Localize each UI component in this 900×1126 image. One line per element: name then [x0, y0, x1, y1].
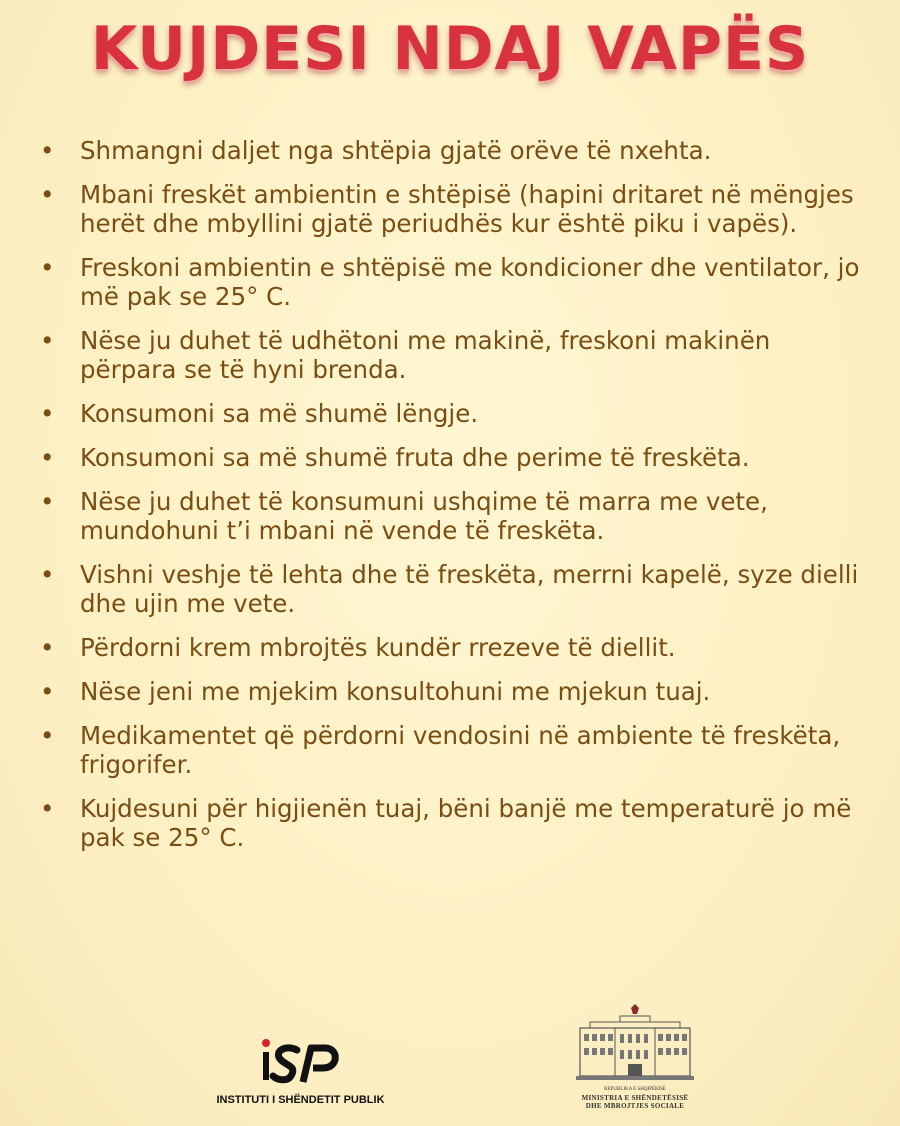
list-item: [40, 487, 870, 545]
list-item: [40, 443, 870, 472]
bullet-icon: •: [40, 136, 55, 165]
list-item: [40, 794, 870, 852]
list-item: [40, 560, 870, 618]
list-item-text: Medikamentet që përdorni vendosini në ambiente të freskëta, frigorifer.: [80, 721, 841, 779]
list-item-text: Kujdesuni për higjienën tuaj, bëni banjë me temperaturë jo më pak se 25° C.: [80, 794, 852, 852]
bullet-icon: •: [40, 794, 55, 823]
ministry-name-line1: MINISTRIA E SHËNDETËSISË: [581, 1094, 689, 1102]
list-item: [40, 180, 870, 238]
ministry-building-icon: [570, 1004, 700, 1086]
ministry-top-text: REPUBLIKA E SHQIPËRISË: [604, 1087, 666, 1092]
bullet-icon: •: [40, 326, 55, 355]
list-item-text: Përdorni krem mbrojtës kundër rrezeve të diellit.: [80, 633, 676, 662]
list-item: [40, 136, 870, 165]
list-item-text: Konsumoni sa më shumë fruta dhe perime të freskëta.: [80, 443, 750, 472]
isp-name: INSTITUTI I SHËNDETIT PUBLIK: [216, 1094, 385, 1106]
list-item: [40, 253, 870, 311]
bullet-icon: •: [40, 253, 55, 282]
list-item: [40, 399, 870, 428]
bullet-icon: •: [40, 560, 55, 589]
list-item: [40, 677, 870, 706]
list-item: [40, 326, 870, 384]
ministry-logo: [560, 1004, 710, 1122]
bullet-icon: •: [40, 677, 55, 706]
poster-title: KUJDESI NDAJ VAPËS: [90, 14, 810, 84]
ministry-name-line2: DHE MBROJTJES SOCIALE: [585, 1102, 685, 1110]
bullet-icon: •: [40, 487, 55, 516]
bullet-icon: •: [40, 180, 55, 209]
bullet-icon: •: [40, 443, 55, 472]
bullet-icon: •: [40, 721, 55, 750]
bullet-icon: •: [40, 399, 55, 428]
list-item-text: Konsumoni sa më shumë lëngje.: [80, 399, 479, 428]
list-item-text: Nëse ju duhet të udhëtoni me makinë, freskoni makinën përpara se të hyni brenda.: [80, 326, 771, 384]
list-item-text: Nëse ju duhet të konsumuni ushqime të marra me vete, mundohuni t’i mbani në vende të freskëta.: [80, 487, 768, 545]
list-item-text: Vishni veshje të lehta dhe të freskëta, merrni kapelë, syze dielli dhe ujin me vete.: [80, 560, 859, 618]
list-item-text: Nëse jeni me mjekim konsultohuni me mjekun tuaj.: [80, 677, 711, 706]
footer: [0, 1000, 900, 1126]
isp-logo-icon: [253, 1030, 348, 1090]
list-item: [40, 721, 870, 779]
list-item-text: Freskoni ambientin e shtëpisë me kondicioner dhe ventilator, jo më pak se 25° C.: [80, 253, 860, 311]
list-item-text: Mbani freskët ambientin e shtëpisë (hapini dritaret në mëngjes herët dhe mbyllini gjatë periudhës kur është piku i vapës).: [80, 180, 854, 238]
list-item-text: Shmangni daljet nga shtëpia gjatë orëve të nxehta.: [80, 136, 712, 165]
bullet-icon: •: [40, 633, 55, 662]
advice-list: [40, 136, 870, 867]
isp-logo: [208, 1030, 393, 1115]
list-item: [40, 633, 870, 662]
